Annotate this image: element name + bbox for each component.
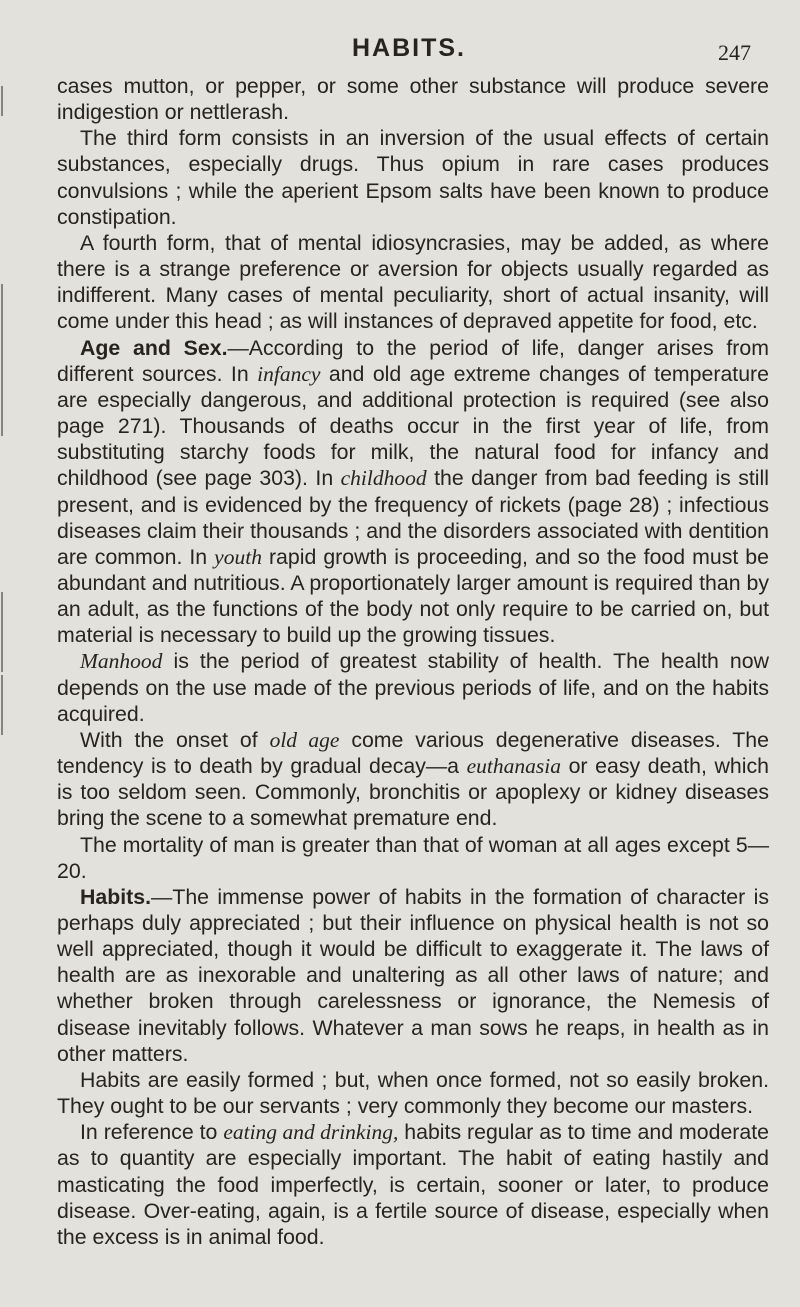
paragraph-text: In reference to [80,1120,224,1145]
paragraph-third-form: The third form consists in an inversion of the usual effects of certain substances, especially drugs. Thus opium in rare cases produces convulsions ; while the aperient Epsom salts have been known to produce constipation. [57,126,769,229]
paragraph-text: and old age extreme changes of temperature are especially dangerous, and additional protection is required (see also page 271). Thousands of deaths occur in the first year of life, from substituting starchy foods for milk, the natural food for infancy and childhood (see page 303). In [57,361,769,491]
italic-term: Manhood [80,649,163,674]
paragraph-age-and-sex [57,335,769,649]
paragraph-text: —According to the period of life, danger arises from different sources. In [57,335,769,386]
paragraph-text: come various degenerative diseases. The tendency is to death by gradual decay—a [57,727,769,779]
italic-term: childhood [340,466,427,491]
paragraph-old-age [57,727,769,832]
page-number: 247 [718,40,751,65]
paragraph-text: habits regular as to time and moderate as to quantity are especially important. The habit of eating hastily and masticating the food imperfectly, is certain, sooner or later, to produce disease. Over-eating, again, is a fertile source of disease, especially when the excess is in animal food. [57,1120,769,1249]
paragraph-text: —The immense power of habits in the formation of character is perhaps duly appreciated ; but their influence on physical health is not so well appreciated, though it would be difficult to exaggerate it. The laws of health are as inexorable and unaltering as all other laws of nature; and whether broken through carelessness or ignorance, the Nemesis of disease inevitably follows. Whatever a man sows he reaps, in health as in other matters. [57,884,769,1066]
italic-term: youth [214,544,262,569]
paragraph-text: is the period of greatest stability of health. The health now depends on the use made of the previous periods of life, and on the habits acquired. [57,649,769,726]
italic-term: euthanasia [466,754,561,779]
section-heading-habits: Habits. [80,884,152,909]
margin-line [1,284,3,436]
italic-term: old age [269,727,340,752]
margin-line [1,675,3,735]
italic-term: infancy [257,361,321,386]
paragraph-text: With the onset of [80,727,270,752]
paragraph-mortality: The mortality of man is greater than that of woman at all ages except 5—20. [57,832,769,883]
paragraph-manhood [57,648,769,726]
paragraph-habits-formed: Habits are easily formed ; but, when once formed, not so easily broken. They ought to be our servants ; very commonly they become our masters. [57,1067,769,1119]
paragraph-text: rapid growth is proceeding, and so the food must be abundant and nutritious. A proportionately larger amount is required than by an adult, as the functions of the body not only require to be carried on, but material is necessary to build up the growing tissues. [57,544,769,648]
paragraph-habits [57,884,769,1067]
section-heading-age-and-sex: Age and Sex. [80,335,228,360]
margin-line [1,86,3,116]
paragraph-text: or easy death, which is too seldom seen. Commonly, bronchitis or apoplexy or kidney diseases bring the scene to a somewhat premature end. [57,754,769,831]
running-title: HABITS. [352,34,466,62]
paragraph-fourth-form: A fourth form, that of mental idiosyncrasies, may be added, as where there is a strange preference or aversion for objects usually regarded as indifferent. Many cases of mental peculiarity, short of actual insanity, will come under this head ; as will instances of depraved appetite for food, etc. [57,230,769,334]
page-header [0,34,800,68]
paragraph-continuation: cases mutton, or pepper, or some other substance will produce severe indigestion or nettlerash. [57,74,769,125]
paragraph-text: the danger from bad feeding is still present, and is evidenced by the frequency of rickets (page 28) ; infectious diseases claim their thousands ; and the disorders associated with dentition are common. In [57,466,769,569]
margin-line [1,592,3,672]
italic-term: eating and drinking, [223,1120,399,1145]
paragraph-eating-drinking [57,1119,769,1250]
body-text [57,73,769,1250]
